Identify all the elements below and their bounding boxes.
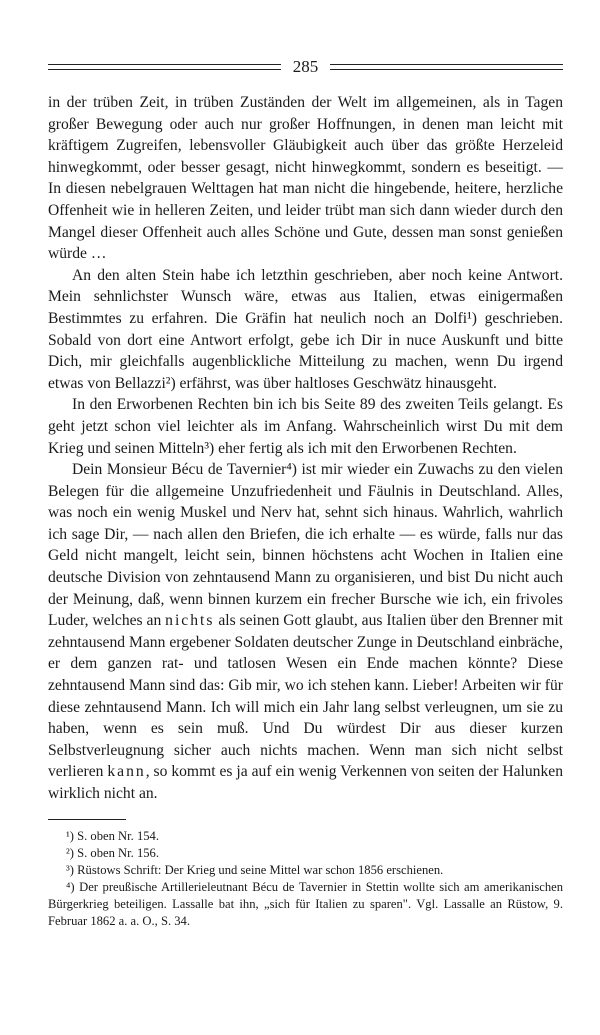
paragraph-4-middle: als seinen Gott glaubt, aus Italien über den Brenner mit zehntausend Mann ergebener Soldaten deutscher Zunge in Deutschland einbräche, er dem ganzen rat- und tatlosen Wesen ein Ende machen könnte? Diese zehntausend Mann sind das: Gib mir, wo ich stehen kann. Lieber! Arbeiten wir für diese zehntausend Mann. Ich will mich ein Jahr lang selbst verleugnen, um sie zu haben, wenn es sein muß. Und Du würdest Dir aus dieser kurzen Selbstverleugnung sicher auch nichts machen. Wenn man sich nicht selbst verlieren	[48, 612, 564, 781]
emphasized-word-nichts: nichts	[165, 612, 215, 630]
footnote-1: ¹) S. oben Nr. 154.	[66, 828, 159, 843]
footnote-4: ⁴) Der preußische Artillerieleutnant Bécu de Tavernier in Stettin wollte sich am amerikanischen Bürgerkrieg beteiligen. Lassalle bat ihn, „sich für Italien zu sparen". Vgl. Lassalle an Rüstow, 9. Februar 1862 a. a. O., S. 34.	[48, 879, 563, 928]
footnote-3: ³) Rüstows Schrift: Der Krieg und seine Mittel war schon 1856 erschienen.	[66, 862, 444, 877]
page-number: 285	[292, 57, 319, 76]
footnotes	[48, 828, 563, 930]
book-page	[48, 52, 563, 930]
header-rule-left	[48, 64, 281, 70]
paragraph-4	[48, 459, 563, 805]
header-rule-right	[330, 64, 563, 70]
paragraph-2: An den alten Stein habe ich letzthin geschrieben, aber noch keine Antwort. Mein sehnlichster Wunsch wäre, etwas aus Italien, etwas einigermaßen Bestimmtes zu erfahren. Die Gräfin hat neulich noch an Dolfi¹) geschrieben. Sobald von dort eine Antwort erfolgt, gebe ich Dir in nuce Auskunft und bitte Dich, mir gleichfalls augenblickliche Mitteilung zu machen, wenn Du irgend etwas von Bellazzi²) erfährst, was über haltloses Geschwätz hinausgeht.	[48, 266, 563, 392]
paragraph-4-end: , so kommt es ja auf ein wenig Verkennen von seiten der Halunken wirklich nicht an.	[48, 763, 563, 802]
emphasized-word-kann: kann	[107, 763, 146, 781]
page-header	[48, 52, 563, 82]
paragraph-1: in der trüben Zeit, in trüben Zuständen der Welt im allgemeinen, als in Tagen großer Bewegung oder auch nur großer Hoffnungen, in denen man leicht mit kräftigem Zugreifen, lebensvoller Gläubigkeit auch über das größte Herzeleid hinwegkommt, oder besser gesagt, nicht hinwegkommt, sondern es beseitigt. — In diesen nebelgrauen Welttagen hat man nicht die hingebende, heitere, herzliche Offenheit wie in helleren Zeiten, und leider trübt man sich dann wieder durch den Mangel dieser Offenheit auch alles Schöne und Gute, dessen man sonst genießen würde …	[48, 94, 563, 263]
footnote-rule	[48, 819, 126, 820]
letter-body	[48, 92, 563, 805]
paragraph-3: In den Erworbenen Rechten bin ich bis Seite 89 des zweiten Teils gelangt. Es geht jetzt schon viel leichter als im Anfang. Wahrscheinlich wirst Du mit dem Krieg und seinen Mitteln³) eher fertig als ich mit den Erworbenen Rechten.	[48, 396, 563, 457]
footnote-2: ²) S. oben Nr. 156.	[66, 845, 159, 860]
paragraph-4-start: Dein Monsieur Bécu de Tavernier⁴) ist mir wieder ein Zuwachs zu den vielen Belegen für die allgemeine Unzufriedenheit und Fäulnis in Deutschland. Alles, was noch ein wenig Muskel und Nerv hat, sehnt sich hinaus. Wahrlich, wahrlich ich sage Dir, — nach allen den Briefen, die ich erhalte — es würde, falls nur das Geld nicht mangelt, leicht sein, binnen höchstens acht Wochen in Italien eine deutsche Division von zehntausend Mann zu organisieren, und bist Du nicht auch der Meinung, daß, wenn binnen kurzem ein frecher Bursche wie ich, ein frivoles Luder, welches an	[48, 461, 563, 630]
